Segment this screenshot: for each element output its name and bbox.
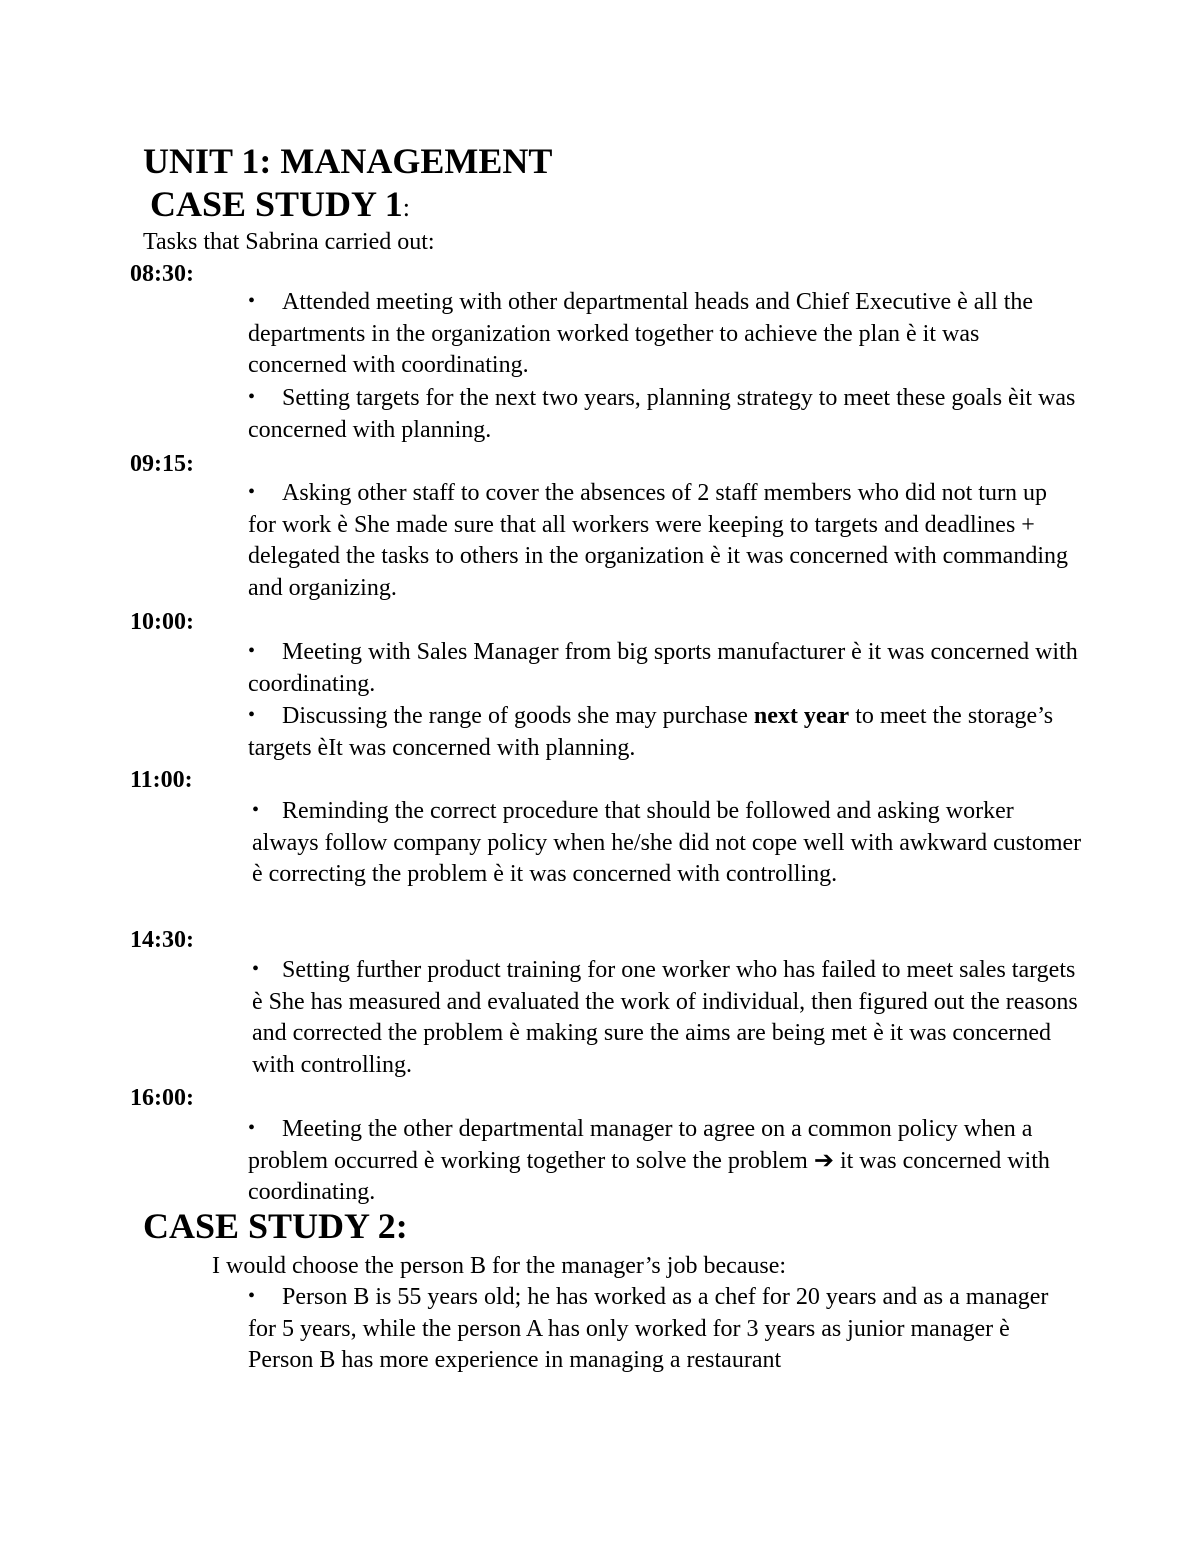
list-item xyxy=(248,1281,1078,1377)
list-item xyxy=(248,636,1078,700)
task-text-before: Discussing the range of goods she may purchase xyxy=(282,703,754,729)
task-text: Asking other staff to cover the absences of 2 staff members who did not turn up for work è She made sure that all workers were keeping to targets and deadlines + delegated the tasks to others in the organization è it was concerned with commanding and organizing. xyxy=(248,480,1068,602)
bullet-icon: • xyxy=(252,958,260,980)
bullet-icon: • xyxy=(248,1117,256,1139)
bullet-icon: • xyxy=(248,481,256,503)
list-item xyxy=(248,382,1078,446)
task-text: Setting further product training for one worker who has failed to meet sales targets è She has measured and evaluated the work of individual, then figured out the reasons and corrected the problem è making sure the aims are being met è it was concerned with controlling. xyxy=(252,957,1078,1079)
list-item xyxy=(248,700,1078,764)
time-label-1000: 10:00: xyxy=(130,609,194,635)
case-study-1-title xyxy=(150,183,410,229)
time-label-1430: 14:30: xyxy=(130,927,194,953)
task-text: Meeting with Sales Manager from big sports manufacturer è it was concerned with coordinating. xyxy=(248,639,1078,697)
bullet-icon: • xyxy=(248,386,256,408)
list-item xyxy=(252,954,1082,1082)
bullet-icon: • xyxy=(252,799,260,821)
list-item xyxy=(248,477,1078,605)
case-study-2-intro: I would choose the person B for the manager’s job because: xyxy=(212,1253,787,1279)
time-label-0830: 08:30: xyxy=(130,261,194,287)
list-item xyxy=(252,795,1082,891)
case-study-1-title-colon: : xyxy=(402,193,410,222)
bullet-icon: • xyxy=(248,704,256,726)
list-item xyxy=(248,286,1078,382)
time-label-1600: 16:00: xyxy=(130,1085,194,1111)
task-text-emphasis: next year xyxy=(753,703,850,729)
task-text: Setting targets for the next two years, planning strategy to meet these goals èit was concerned with planning. xyxy=(248,385,1076,443)
task-text: Person B is 55 years old; he has worked as a chef for 20 years and as a manager for 5 years, while the person A has only worked for 3 years as junior manager è Person B has more experience in managing a restaurant xyxy=(248,1284,1049,1374)
task-text: Meeting the other departmental manager to agree on a common policy when a problem occurred è working together to solve the problem ➔ it was concerned with coordinating. xyxy=(248,1116,1050,1206)
bullet-icon: • xyxy=(248,290,256,312)
case-study-2-title: CASE STUDY 2: xyxy=(143,1206,408,1246)
task-text: Reminding the correct procedure that should be followed and asking worker always follow company policy when he/she did not cope well with awkward customer è correcting the problem è it was concerned with controlling. xyxy=(252,798,1082,888)
bullet-icon: • xyxy=(248,640,256,662)
list-item xyxy=(248,1113,1078,1209)
time-label-0915: 09:15: xyxy=(130,451,194,477)
case-study-1-title-text: CASE STUDY 1 xyxy=(150,184,403,224)
time-label-1100: 11:00: xyxy=(130,767,193,793)
bullet-icon: • xyxy=(248,1285,256,1307)
task-text: Attended meeting with other departmental heads and Chief Executive è all the departments in the organization worked together to achieve the plan è it was concerned with coordinating. xyxy=(248,289,1034,379)
unit-title: UNIT 1: MANAGEMENT xyxy=(143,141,553,181)
case-study-1-intro: Tasks that Sabrina carried out: xyxy=(143,229,435,255)
task-text-after: to meet the storage’s targets èIt was concerned with planning. xyxy=(248,703,1054,761)
